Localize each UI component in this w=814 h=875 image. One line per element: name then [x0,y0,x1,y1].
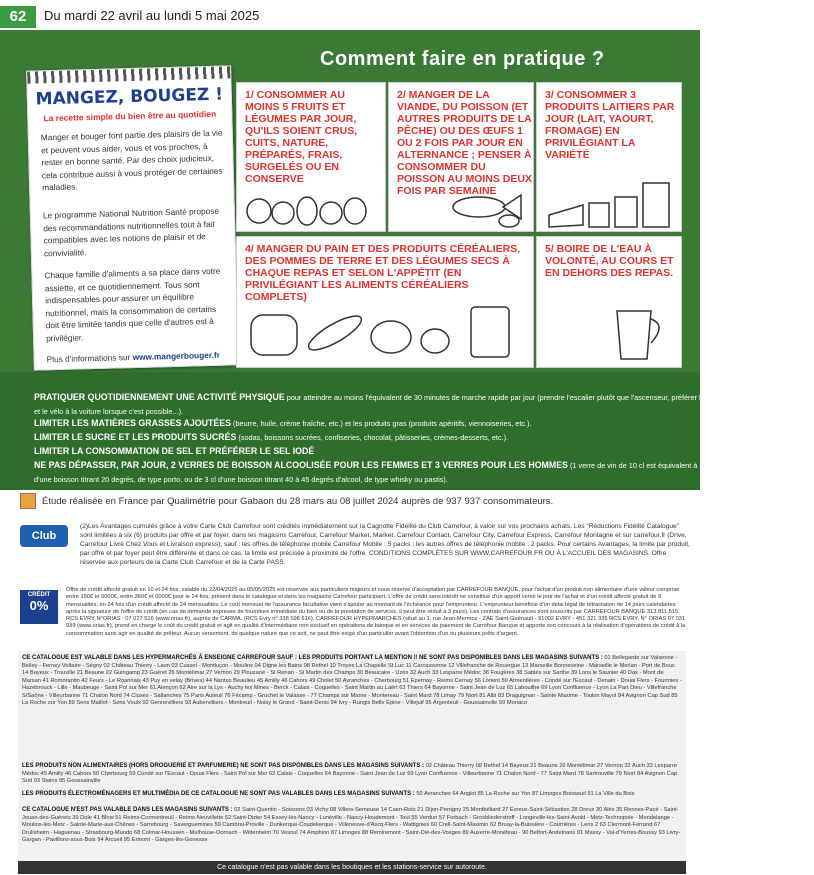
club-carrefour-logo: Club [20,525,68,547]
info-row-2 [34,406,183,417]
notebook-spiral [27,66,230,83]
credit-label: CRÉDIT [27,592,51,598]
water-pitcher-icon [607,303,677,363]
footer-note: Ce catalogue n'est pas valable dans les boutiques et les stations-service sur autoroute. [18,861,686,874]
catalog-section-1-title: CE CATALOGUE EST VALABLE DANS LES HYPERMARCHÉS À ENSEIGNE CARREFOUR SAUF : LES PRODUITS PORTANT LA MENTION ‼ NE SONT PAS DISPONIBLES DANS LES MAGASINS SUIVANTS : [22,655,603,661]
tip-meat-fish-eggs [388,82,534,232]
catalog-section-1-text: 01 Bellegarde sur Valserine - Belley - Ferney Voltaire - Ségny 02 Château Thierry - Laon 03 Cusset - Montluçon - Moulins 04 Digne les Bains 08 Rethel 10 Troyes La Chapelle St Luc 11 Carcassonne 12 Villefranche de Rouergue 13 Marseille Bonneveine - Marseille le Merlan - Port de Bouc 14 Bayeux - Trouville 21 Beaune 22 Guingamp 23 Guéret 26 Montélimar 27 Vernon 29 Plouzané - St Renan - St Martin des Champs 30 Beaucaire - Uzès 32 Auch 33 Lesparre Médoc 38 Fougères 38 Sablés sur Sarthe 39 Lons le Saunier 40 Dax - Mont de Marsan 41 Romorantin 42 Feurs - Le Roannais 43 Puy en velay (Brives) 44 Nantes Beaulieu 45 Amilly 46 Cahors 49 Cholet 50 Avranches - Cherbourg 51 Epernay - Reims Cernay 56 Lorient 59 Armentières - Condé sur l'Escaut - Denain - Douai Flers - Fourmies - Hazebrouck - Lille - Maubeuge - Saint Pol sur Mer 61 Alençon 62 Aire sur la Lys - Auchy les Mines - Berck - Calais - Coquelles - Saint Martin au Laërt 63 Thiers 64 Bayonne - Saint Jean de Luz 65 Labouilhe 69 Lyon Confluence - Lyon La Part Dieu - Villefranche S/Saône - Villeurbanne 71 Chalon Nord 74 Cluses - Sallanches 75 Paris Auteuil 76 Fécamp - Gruchet le Valasse - 77 Champs sur Marne - Montereau - Saint Mard 78 Limay 79 Niort 81 Albi 83 Draguignan - Sainte Maxime - Toulon Mayol 84 Avignon Cap Sud 85 La Roche sur Yon 89 Sens Maillot - Sens Voulx 92 Gennevilliers 93 Aubervilliers - Montreuil - Noisy le Grand - Saint-Denis 94 Ivry - Rungis Belle Épine - Villejuif 95 Argenteuil - Goussainville 99 Monaco [22,655,682,706]
catalog-section-1 [22,655,682,708]
info-row-3 [34,418,532,429]
credit-zero-logo [20,590,58,624]
info-row-1-text: pour atteindre au moins l'équivalent de 30 minutes de marche rapide par jour (prendre l'escalier plutôt que l'ascenseur, préférer la marche [284,393,732,402]
catalog-section-4-title: CE CATALOGUE N'EST PAS VALABLE DANS LES MAGASINS SUIVANTS : [22,807,233,813]
tip-bread-cereals [236,236,534,368]
main-title: Comment faire en pratique ? [320,48,605,70]
tip-5-text: 5/ BOIRE DE L'EAU À VOLONTÉ, AU COURS ET EN DEHORS DES REPAS. [545,243,674,279]
mangez-bougez-card [26,65,239,370]
tip-2-text: 2/ MANGER DE LA VIANDE, DU POISSON (ET AUTRES PRODUITS DE LA PÊCHE) OU DES ŒUFS 1 OU 2 FOIS PAR JOUR EN ALTERNANCE ; PENSER À CONSOMMER DU POISSON AU MOINS DEUX FOIS PAR SEMAINE [397,89,532,197]
tip-fruits-vegetables [236,82,386,232]
info-row-5 [34,446,314,457]
info-row-3-bold: LIMITER LES MATIÈRES GRASSES AJOUTÉES [34,418,231,428]
dairy-products-icon [543,175,677,231]
info-row-5-bold: LIMITER LA CONSOMMATION DE SEL ET PRÉFÉRER LE SEL IODÉ [34,446,315,456]
catalog-section-2-title: LES PRODUITS NON ALIMENTAIRES (HORS DROGUERIE ET PARFUMERIE) NE SONT PAS DISPONIBLES DANS LES MAGASINS SUIVANTS : [22,763,425,769]
page-number: 62 [0,6,36,28]
info-row-1-bold: PRATIQUER QUOTIDIENNEMENT UNE ACTIVITÉ PHYSIQUE [34,392,285,402]
tip-1-text: 1/ CONSOMMER AU MOINS 5 FRUITS ET LÉGUMES PAR JOUR, QU'ILS SOIENT CRUS, CUITS, NATURE, PRÉPARÉS, FRAIS, SURGELÉS OU EN CONSERVE [245,89,358,185]
tip-water [536,236,682,368]
card-paragraph-2: Le programme National Nutrition Santé propose des recommandations nutritionnelles tout à fait compatibles avec les notions de plaisir et de convivialité. [42,205,220,258]
card-subtitle: La recette simple du bien être au quotidien [43,108,217,124]
info-row-4-text: (sodas, boissons sucrées, confiseries, chocolat, pâtisseries, crèmes-desserts, etc.). [236,433,509,442]
fruits-vegetables-icon [245,189,380,229]
catalog-validity [18,651,686,863]
info-row-4 [34,432,508,443]
info-row-4-bold: LIMITER LE SUCRE ET LES PRODUITS SUCRÉS [34,432,237,442]
lifestyle-tips-bar [0,372,814,490]
credit-zero: 0% [29,598,49,613]
tip-4-text: 4/ MANGER DU PAIN ET DES PRODUITS CÉRÉALIERS, DES POMMES DE TERRE ET DES LÉGUMES SECS À CHAQUE REPAS ET SELON L'APPÉTIT (EN PRIVILÉGIANT LES ALIMENTS CÉRÉALIERS COMPLETS) [245,243,521,303]
more-info-prefix: Plus d'informations sur [46,352,133,365]
info-row-6-bold: NE PAS DÉPASSER, PAR JOUR, 2 VERRES DE BOISSON ALCOOLISÉE POUR LES FEMMES ET 3 VERRES POUR LES HOMMES [34,460,568,470]
info-row-1 [34,392,731,403]
tip-dairy [536,82,682,232]
card-paragraph-1: Manger et bouger font partie des plaisirs de la vie et peuvent vous aider, vous et vos proches, à rester en bonne santé. Par des choix judicieux, cela contribue aussi à vous protéger de certaines maladies. [40,127,223,193]
catalog-section-3-text: 50 Avranches 64 Anglet 85 La Roche sur Yon 87 Limoges Boisseuil 91 La Ville du Bois [414,791,635,797]
bread-cereals-icon [245,297,529,363]
card-title: MANGEZ, BOUGEZ ! [35,84,224,110]
fish-meat-icon [449,183,531,229]
study-note: Étude réalisée en France par Qualimétrie pour Gabaon du 28 mars au 08 juillet 2024 auprès de 937 937 consommateurs. [42,496,554,507]
catalog-section-4 [22,807,682,845]
study-icon [20,493,36,509]
info-row-2-text: et le vélo à la voiture lorsque c'est possible...). [34,407,184,416]
tip-3-text: 3/ CONSOMMER 3 PRODUITS LAITIERS PAR JOUR (LAIT, YAOURT, FROMAGE) EN PRIVILÉGIANT LA VARIÉTÉ [545,89,675,161]
catalog-section-4-text: 02 Saint-Quentin - Soissons 03 Vichy 08 Villers-Semeuse 14 Caen-Rots 21 Dijon-Perrigny 25 Montbéliard 27 Évreux-Saint-Sébastien 28 Dreux 30 Alès 35 Rennes-Pacé - Saint-Jouan-des-Guérets 39 Dole 41 Blois 51 Reims-Cormontreuil - Reims-Neuvillette 52 Saint-Dizier 54 Essey-lès-Nancy - Lunéville - Nancy-Houdemont - Toul 55 Verdun 57 Forbach - Grosbliederstroff - Longeville-lès-Saint-Avold - Metz-Technopole - Mondelange - Moulins-lès-Metz - Sainte-Marie-aux-Chênes - Sarrebourg - Saverguemines 59 Cambrai-Proville - Dunkerque-Coudekerque - Villeneuve-d'Ascq-Flers - Wattignies 60 Creil-Saint-Maximin 62 Bruay-la-Buissière - Courrières - Lens 2 63 Clermont-Ferrand 67 Drulisheim - Haguenau - Strasbourg-Mundo 68 Colmar-Houssen - Mulhouse-Dornach - Wittenheim 70 Vesoul 74 Amphion 87 Limoges 88 Remiremont - Saint-Dié-des-Vosges 89 Auxerre-Monéteau - 90 Belfort-Andelnans 91 Massy - Val-d'Yerres-Boussy 93 Livry-Gargan - Pavillons-sous-Bois 94 Arcueil 95 Ermont - Garges-lès-Gonesse [22,807,681,843]
info-row-3-text: (beurre, huile, crème fraîche, etc.) et les produits gras (produits apéritifs, viennoiseries, etc.). [230,419,532,428]
mangerbouger-link[interactable]: www.mangerbouger.fr [132,349,221,363]
info-row-7 [34,474,448,485]
card-paragraph-3: Chaque famille d'aliments a sa place dans votre assiette, et ce quotidiennement. Tous sont indispensables pour assurer un équilibre nutritionnel, mais la consommation de certains doit être limitée tandis que celle d'autres est à privilégier. [44,265,221,343]
club-conditions: (2)Les Avantages cumulés grâce à votre Carte Club Carrefour sont crédités immédiatement sur la Cagnotte Fidélité du Club Carrefour, à valoir sur vos prochains achats. Les "Réductions Fidélité Catalogue" sont limitées à six (6) produits par offre et par foyer, dans les magasins Carrefour, Carrefour Market, Market, Carrefour Contact, Carrefour City, Carrefour Express, Carrefour Montagne et sur carrefour.fr (Drive, Carrefour Livré Chez Vous et Livraison express), sauf : les offres de téléphonie mobile Carrefour Mobile : 5 packs ; les autres offres de téléphonie mobile : 2 packs. Pour certains Avantages, la limite par produit, par offre et par foyer peut être différente et dans ce cas, la limite est précisée à proximité de l'offre. CONDITIONS COMPLÈTES SUR WWW.CARREFOUR.FR OU À L'ACCUEIL DES MAGASINS. Offre réservée aux porteurs de la Carte Club Carrefour et de la Carte PASS. [80,523,690,566]
card-more-info [47,349,229,366]
catalog-section-2 [22,763,682,786]
catalog-section-2-text: 02 Château Thierry 08 Rethel 14 Bayeux 21 Beaune 26 Montélimar 27 Vernon 32 Auch 33 Lesparre Médoc 45 Amilly 46 Cahors 50 Cherbourg 59 Condé sur l'Escaut - Douai Flers - Saint Pol sur Mer 62 Calais - Coquelles 64 Bayonne - Saint Jean de Luz 69 Lyon Confluence - Villeurbanne 71 Chalon Nord - 77 Saint Mard 78 Sartrouville 79 Niort 84 Avignon Cap Sud 93 Stains 95 Goussainville [22,763,678,784]
date-range: Du mardi 22 avril au lundi 5 mai 2025 [44,8,260,23]
info-row-7-text: d'une boisson titrant 20 degrés, de type porto, ou de 3 cl d'une boisson titrant 40 à 45 degrés d'alcool, de type whisky ou pastis). [34,475,448,484]
catalog-section-3-title: LES PRODUITS ÉLECTROMÉNAGERS ET MULTIMÉDIA DE CE CATALOGUE NE SONT PAS VALABLES DANS LES MAGASINS SUIVANTS : [22,791,415,797]
catalog-section-3 [22,791,682,799]
info-row-6 [34,460,814,471]
info-row-6-text: (1 verre de vin de 10 cl est équivalent à 1 demi de bière ou à 1 verre de 6 cl [567,461,814,470]
credit-conditions: Offre de crédit affecté gratuit en 10 et 24 fois, valable du 22/04/2025 au 05/05/2025 est réservée aux particuliers majeurs et sous réserve d'acceptation par CARREFOUR BANQUE, pour l'achat d'un produit non alimentaire d'une valeur comprise entre 150€ et 6000€, entre 360€ et 6000€ pour le 24 fois, présent dans le catalogue et dans les magasins Carrefour participant. L'offre de crédit sans intérêt ne constitue d'un apport versé le jour de l'achat et d'un crédit affecté gratuit de 9 mensualités, en 24 fois d'un crédit affecté de 24 mensualités. Le coût mensuel de l'assurance facultative vient s'ajouter au montant de l'échéance pour l'emprunteur. L'emprunteur bénéficie d'un délai légal de rétractation de 14 jours calendaires après la signature de l'offre de crédit (en cas de demande expresse de fourniture immédiate du bien ou de la prestation de services, il peut être réduit à 3 jours). Les contrats d'assurances sont souscrits par CARREFOUR BANQUE 313 811 515 RCS EVRY N°ORIAS : 07 027 516 (www.orias.fr), auprès de CARMA. (RCS Evry n° 338 598 616). CARREFOUR HYPERMARCHÉS (situé au 1, rue Jean-Mermoz - ZAE Saint-Guénault - 91002 EVRY - 451 321 335 RCS EVRY, N° ORIAS 07 031 939 (www.orias.fr), prend en charge le coût du crédit gratuit et agit en qualité d'intermédiaire non exclusif en opérations de banque et en services de paiement de Carrefour Banque et apporte son concours à la réalisation d'opérations de crédit à la consommation sans agir en qualité de prêteur. Aucun versement, de quelque nature que ce soit, ne peut être exigé d'un particulier avant l'obtention d'un ou plusieurs prêts d'argent. [66,587,686,637]
